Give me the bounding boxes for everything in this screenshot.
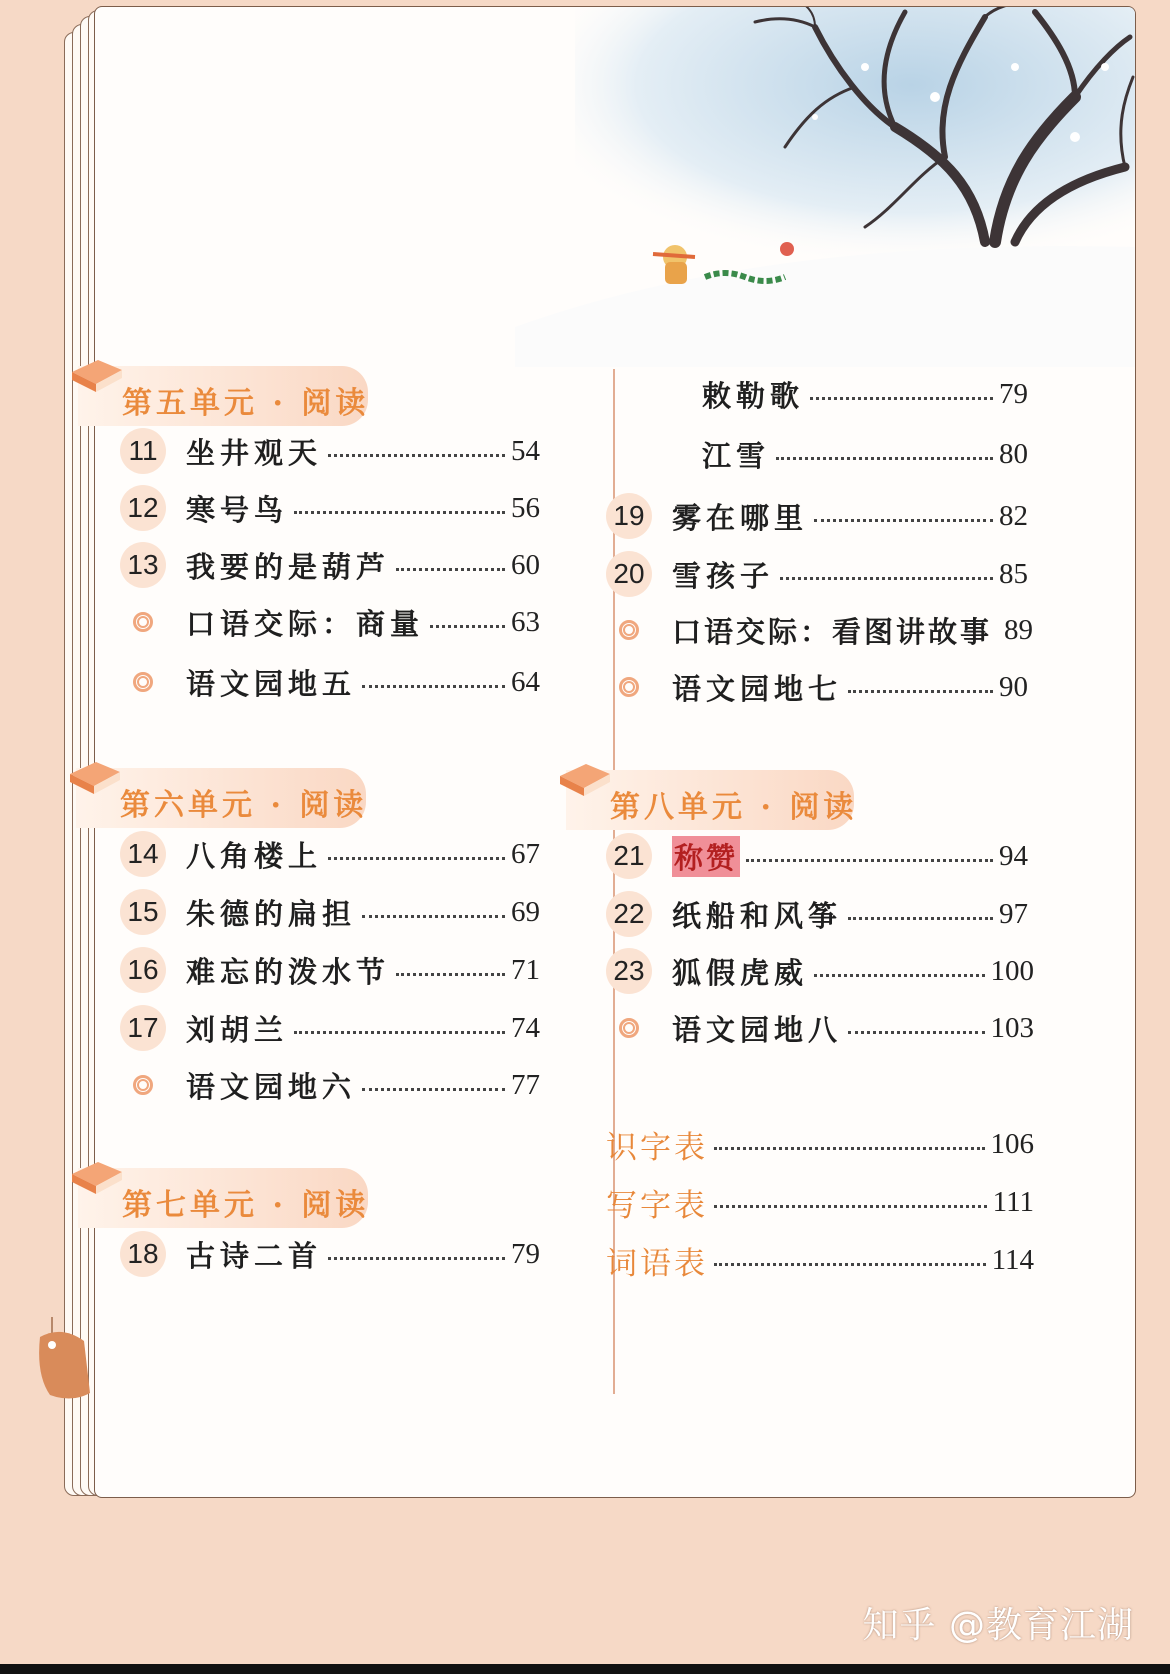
unit-5-header (78, 366, 368, 426)
page-number: 100 (990, 954, 1034, 987)
book-icon (68, 350, 124, 396)
toc-entry[interactable] (120, 660, 540, 704)
leader-dots (328, 857, 505, 860)
toc-entry[interactable] (636, 372, 1028, 416)
page-number: 97 (999, 897, 1028, 930)
unit-6-title: 第六单元 · 阅读 (120, 788, 368, 823)
page-number: 77 (511, 1068, 540, 1101)
lesson-title: 八角楼上 (186, 838, 323, 873)
book-icon (68, 1152, 124, 1198)
toc-entry[interactable] (120, 832, 540, 876)
page-number: 79 (511, 1237, 540, 1270)
unit-8-header (566, 770, 858, 830)
lesson-number: 11 (120, 428, 166, 474)
toc-entry[interactable] (120, 543, 540, 587)
page-number: 82 (999, 499, 1028, 532)
toc-entry[interactable] (120, 486, 540, 530)
leader-dots (746, 859, 993, 862)
page-number: 67 (511, 837, 540, 870)
lesson-title: 我要的是葫芦 (186, 549, 391, 584)
lesson-number: 18 (120, 1231, 166, 1277)
lesson-title: 雪孩子 (672, 558, 775, 593)
lesson-number: 19 (606, 493, 652, 539)
page-number: 56 (511, 491, 540, 524)
appendix-title: 写字表 (606, 1187, 708, 1224)
page-number: 90 (999, 670, 1028, 703)
page-number: 74 (511, 1011, 540, 1044)
lesson-title: 刘胡兰 (186, 1012, 289, 1047)
toc-entry[interactable] (120, 890, 540, 934)
page-number: 94 (999, 839, 1028, 872)
toc-entry[interactable] (606, 494, 1028, 538)
lesson-title: 古诗二首 (186, 1238, 323, 1273)
leader-dots (776, 457, 993, 460)
leader-dots (848, 690, 993, 693)
lesson-number: 20 (606, 551, 652, 597)
appendix-title: 词语表 (606, 1245, 708, 1282)
leader-dots (780, 577, 993, 580)
leader-dots (814, 974, 984, 977)
toc-entry[interactable] (636, 432, 1028, 476)
toc-entry[interactable] (120, 1063, 540, 1107)
winter-tree-illustration (515, 7, 1135, 367)
page-number: 89 (1004, 613, 1034, 646)
toc-entry[interactable] (606, 608, 1034, 652)
activity-circle-icon (606, 607, 652, 653)
leader-dots (396, 973, 505, 976)
page-number: 64 (511, 665, 540, 698)
unit-8-title: 第八单元 · 阅读 (610, 790, 858, 825)
leader-dots (362, 1088, 505, 1091)
leader-dots (328, 1257, 505, 1260)
leader-dots (714, 1147, 985, 1150)
lesson-number: 22 (606, 891, 652, 937)
watermark: 知乎 @教育江湖 (862, 1605, 1134, 1646)
page-number: 79 (999, 377, 1028, 410)
appendix-entry[interactable] (606, 1122, 1034, 1166)
lesson-title: 纸船和风筝 (672, 898, 843, 933)
lesson-number: 23 (606, 948, 652, 994)
lesson-number: 21 (606, 833, 652, 879)
unit-7-header (78, 1168, 368, 1228)
activity-circle-icon (606, 664, 652, 710)
poem-title: 敕勒歌 (702, 378, 805, 413)
page-number: 54 (511, 434, 540, 467)
lesson-title: 坐井观天 (186, 435, 323, 470)
lesson-title: 语文园地六 (186, 1069, 357, 1104)
page-number: 114 (991, 1243, 1034, 1276)
lesson-number: 14 (120, 831, 166, 877)
bottom-bar (0, 1664, 1170, 1674)
page-number: 71 (511, 953, 540, 986)
activity-circle-icon (120, 1062, 166, 1108)
lesson-number: 16 (120, 947, 166, 993)
leader-dots (848, 917, 993, 920)
lesson-title: 朱德的扁担 (186, 896, 357, 931)
toc-entry[interactable] (606, 552, 1028, 596)
toc-entry[interactable] (120, 600, 540, 644)
lesson-title: 语文园地五 (186, 666, 357, 701)
unit-6-header (76, 768, 366, 828)
appendix-entry[interactable] (606, 1238, 1034, 1282)
lesson-title: 狐假虎威 (672, 955, 809, 990)
leader-dots (848, 1031, 984, 1034)
appendix-entry[interactable] (606, 1180, 1034, 1224)
toc-entry[interactable] (120, 1006, 540, 1050)
leader-dots (714, 1205, 987, 1208)
leader-dots (396, 568, 505, 571)
unit-7-title: 第七单元 · 阅读 (122, 1188, 370, 1223)
leader-dots (294, 511, 505, 514)
activity-circle-icon (606, 1005, 652, 1051)
leader-dots (328, 454, 505, 457)
activity-circle-icon (120, 659, 166, 705)
leader-dots (430, 625, 505, 628)
page-number: 63 (511, 605, 540, 638)
book-icon (66, 752, 122, 798)
page-number: 69 (511, 895, 540, 928)
toc-entry[interactable] (606, 1006, 1034, 1050)
hanging-leaf-tag (32, 1315, 92, 1403)
lesson-title: 口语交际：看图讲故事 (672, 614, 993, 649)
toc-entry[interactable] (120, 948, 540, 992)
lesson-number: 12 (120, 485, 166, 531)
lesson-number: 17 (120, 1005, 166, 1051)
leader-dots (714, 1263, 986, 1266)
toc-entry[interactable] (606, 834, 1028, 878)
unit-5-title: 第五单元 · 阅读 (122, 386, 370, 421)
lesson-title: 雾在哪里 (672, 500, 809, 535)
book-icon (556, 754, 612, 800)
page-number: 106 (990, 1127, 1034, 1160)
page-number: 103 (990, 1011, 1034, 1044)
lesson-title-highlighted: 称赞 (672, 836, 740, 877)
leader-dots (362, 685, 505, 688)
toc-entry[interactable] (606, 665, 1028, 709)
leader-dots (362, 915, 505, 918)
page-number: 85 (999, 557, 1028, 590)
page-number: 60 (511, 548, 540, 581)
lesson-title: 寒号鸟 (186, 492, 289, 527)
toc-entry[interactable] (120, 429, 540, 473)
toc-entry[interactable] (120, 1232, 540, 1276)
poem-title: 江雪 (702, 438, 771, 473)
activity-circle-icon (120, 599, 166, 645)
lesson-title: 语文园地八 (672, 1012, 843, 1047)
leader-dots (810, 397, 993, 400)
page-number: 80 (999, 437, 1028, 470)
appendix-title: 识字表 (606, 1129, 708, 1166)
lesson-title: 难忘的泼水节 (186, 954, 391, 989)
toc-entry[interactable] (606, 892, 1028, 936)
lesson-title: 口语交际：商量 (186, 606, 425, 641)
page-number: 111 (992, 1185, 1034, 1218)
leader-dots (814, 519, 993, 522)
lesson-number: 15 (120, 889, 166, 935)
lesson-number: 13 (120, 542, 166, 588)
lesson-title: 语文园地七 (672, 671, 843, 706)
toc-entry[interactable] (606, 949, 1034, 993)
leader-dots (294, 1031, 505, 1034)
